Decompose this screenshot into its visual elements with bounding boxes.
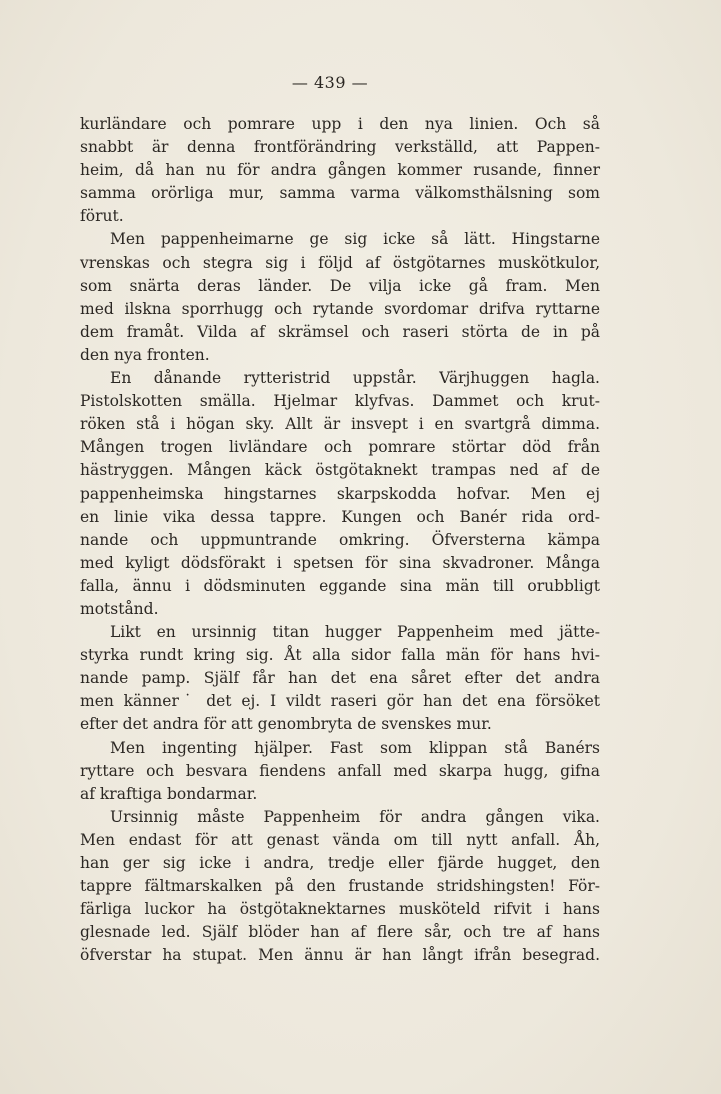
body-text bbox=[80, 113, 600, 967]
text-line: öfverstar ha stupat. Men ännu är han långt ifrån besegrad. bbox=[80, 946, 600, 965]
text-line: ryttare och besvara fiendens anfall med skarpa hugg, gifna bbox=[80, 761, 600, 780]
text-line: den nya fronten. bbox=[80, 345, 210, 364]
text-line: Ursinnig måste Pappenheim för andra gången vika. bbox=[110, 807, 600, 826]
text-line: motstånd. bbox=[80, 599, 159, 618]
text-line: en linie vika dessa tappre. Kungen och Banér rida ord- bbox=[80, 507, 600, 526]
text-line: röken stå i högan sky. Allt är insvept i en svartgrå dimma. bbox=[80, 415, 600, 434]
text-line: heim, då han nu för andra gången kommer rusande, finner bbox=[80, 161, 600, 180]
text-line: dem framåt. Vilda af skrämsel och raseri störta de in på bbox=[80, 322, 600, 341]
text-line: med ilskna sporrhugg och rytande svordomar drifva ryttarne bbox=[80, 299, 600, 318]
text-line: men känner˙ det ej. I vildt raseri gör han det ena försöket bbox=[80, 692, 600, 711]
text-line: tappre fältmarskalken på den frustande stridshingsten! För- bbox=[80, 877, 600, 896]
text-line: Men pappenheimarne ge sig icke så lätt. Hingstarne bbox=[110, 230, 600, 249]
text-line: Men ingenting hjälper. Fast som klippan stå Banérs bbox=[110, 738, 600, 757]
text-line: En dånande rytteristrid uppstår. Värjhuggen hagla. bbox=[110, 369, 600, 388]
text-line: kurländare och pomrare upp i den nya linien. Och så bbox=[80, 115, 600, 133]
text-line: som snärta deras länder. De vilja icke gå fram. Men bbox=[80, 276, 600, 295]
text-line: af kraftiga bondarmar. bbox=[80, 784, 258, 803]
text-line: efter det andra för att genombryta de svenskes mur. bbox=[80, 715, 492, 734]
text-line: färliga luckor ha östgötaknektarnes musköteld rifvit i hans bbox=[80, 900, 600, 919]
text-line: vrenskas och stegra sig i följd af östgötarnes muskötkulor, bbox=[80, 253, 600, 272]
text-line: hästryggen. Mången käck östgötaknekt trampas ned af de bbox=[80, 461, 600, 480]
text-line: styrka rundt kring sig. Åt alla sidor falla män för hans hvi- bbox=[80, 646, 600, 665]
text-line: glesnade led. Själf blöder han af flere sår, och tre af hans bbox=[80, 923, 600, 942]
text-line: nande pamp. Själf får han det ena såret efter det andra bbox=[80, 669, 600, 688]
text-line: nande och uppmuntrande omkring. Öfversterna kämpa bbox=[80, 530, 600, 549]
text-line: förut. bbox=[80, 207, 124, 226]
text-line: falla, ännu i dödsminuten eggande sina män till orubbligt bbox=[80, 576, 600, 595]
text-line: snabbt är denna frontförändring verkställd, att Pappen- bbox=[80, 138, 600, 157]
text-line: Men endast för att genast vända om till nytt anfall. Åh, bbox=[80, 830, 600, 849]
text-line: han ger sig icke i andra, tredje eller fjärde hugget, den bbox=[80, 854, 600, 872]
text-line: Mången trogen livländare och pomrare störtar död från bbox=[80, 438, 600, 457]
text-line: samma orörliga mur, samma varma välkomsthälsning som bbox=[80, 184, 600, 203]
text-line: Pistolskotten smälla. Hjelmar klyfvas. Dammet och krut- bbox=[80, 392, 600, 411]
text-line: med kyligt dödsförakt i spetsen för sina skvadroner. Många bbox=[80, 553, 600, 572]
page-number: — 439 — bbox=[291, 73, 369, 92]
text-line: pappenheimska hingstarnes skarpskodda hofvar. Men ej bbox=[80, 484, 600, 503]
text-line: Likt en ursinnig titan hugger Pappenheim med jätte- bbox=[110, 623, 600, 642]
